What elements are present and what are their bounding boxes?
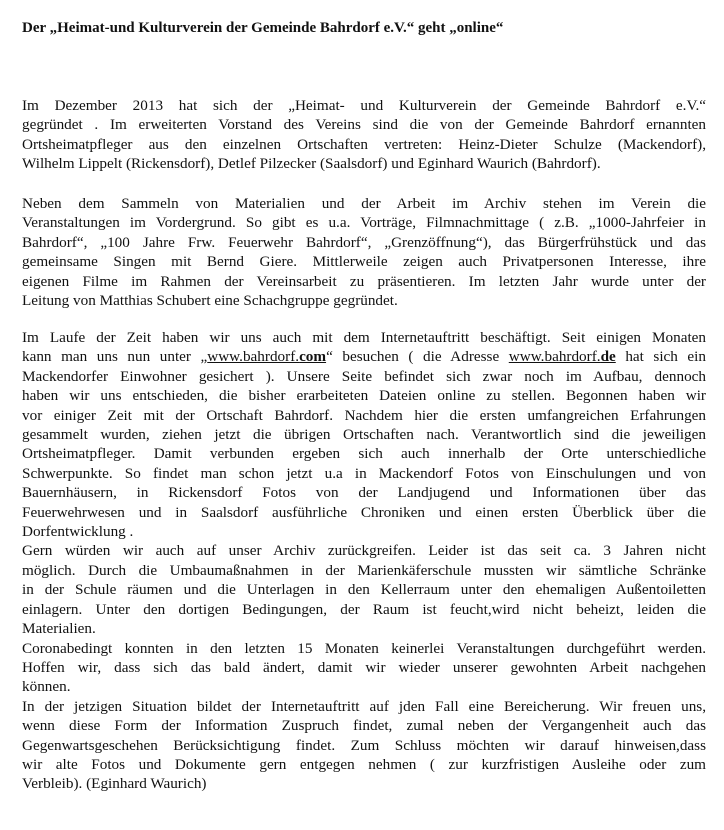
text-line: Ortsheimatpfleger. Damit verbunden ergeben sich auch innerhalb der Orte unterschiedliche <box>22 445 706 463</box>
text-line: gemeinsame Singen mit Bernd Giere. Mittlerweile zeigen auch Privatpersonen Interesse, ihre <box>22 253 706 271</box>
text-line: Mackendorfer Einwohner gesichert ). Unsere Seite befindet sich zwar noch im Aufbau, dennoch <box>22 367 706 385</box>
text-line: gesammelt wurden, ziehen jetzt die übrigen Ortschaften nach. Verantwortlich sind die jeweiligen <box>22 426 706 444</box>
link-text: www.bahrdorf. <box>508 348 601 366</box>
text-line: Coronabedingt konnten in den letzten 15 Monaten keinerlei Veranstaltungen durchgeführt werden. <box>22 639 706 657</box>
text-line: vor einiger Zeit mit der Ortschaft Bahrdorf. Nachdem hier die ersten umfangreichen Erfahrungen <box>22 406 706 424</box>
text-line: wenn diese Form der Information Zuspruch findet, zumal neben der Vergangenheit auch das <box>22 717 706 735</box>
text-line: Dorfentwicklung . <box>22 523 134 541</box>
text-line: Leitung von Matthias Schubert eine Schachgruppe gegründet. <box>22 292 398 310</box>
text-line: wir alte Fotos und Dokumente gern entgegen nehmen ( zur kurzfristigen Ausleihe oder zum <box>22 755 706 773</box>
paragraph-internet <box>22 328 706 794</box>
link-bahrdorf-com[interactable] <box>207 348 326 365</box>
text-line-with-links <box>22 347 706 366</box>
paragraph-events <box>22 194 706 310</box>
text-line: Neben dem Sammeln von Materialien und der Arbeit im Archiv stehen im Verein die <box>22 195 706 212</box>
link-text: www.bahrdorf. <box>207 348 300 366</box>
text-line: In der jetzigen Situation bildet der Internetauftritt auf jden Fall eine Bereicherung. Wir freuen uns, <box>22 697 706 715</box>
text-line: Bahrdorf“, „100 Jahre Frw. Feuerwehr Bahrdorf“, „Grenzöffnung“), das Bürgerfrühstück und das <box>22 233 706 251</box>
text-line: Ortsheimatpfleger aus den einzelnen Ortschaften vertreten: Heinz-Dieter Schulze (Mackendorf), <box>22 135 706 153</box>
text-line: Im Dezember 2013 hat sich der „Heimat- und Kulturverein der Gemeinde Bahrdorf e.V.“ <box>22 97 706 114</box>
text-line: Hoffen wir, dass sich das bald ändert, damit wir wieder unserer gewohnten Arbeit nachgehen <box>22 658 706 676</box>
link-text-bold: com <box>299 348 327 366</box>
text-line: haben wir uns entschieden, die bisher erarbeiteten Dateien online zu stellen. Begonnen haben wir <box>22 387 706 405</box>
text-line: können. <box>22 678 71 696</box>
text-line: Gegenwartsgeschehen Berücksichtigung findet. Zum Schluss möchten wir darauf hinweisen,dass <box>22 736 706 754</box>
text-line: Bauernhäusern, in Rickensdorf Fotos von der Landjugend und Informationen über das <box>22 484 706 502</box>
text-line: in der Schule räumen und die Unterlagen in den Kellerraum unter den ehemaligen Außentoiletten <box>22 581 706 599</box>
text-line: Im Laufe der Zeit haben wir uns auch mit dem Internetauftritt beschäftigt. Seit einigen Monaten <box>22 329 706 346</box>
text-line: eigenen Filme im Rahmen der Vereinsarbeit zu präsentieren. Im letzten Jahr wurde unter der <box>22 272 706 290</box>
text-line: möglich. Durch die Umbaumaßnahmen in der Marienkäferschule mussten wir sämtliche Schränke <box>22 561 706 579</box>
page-title: Der „Heimat-und Kulturverein der Gemeinde Bahrdorf e.V.“ geht „online“ <box>22 20 504 36</box>
text-line: Gern würden wir auch auf unser Archiv zurückgreifen. Leider ist das seit ca. 3 Jahren nicht <box>22 542 706 560</box>
closing-line <box>22 774 706 793</box>
author-signature: (Eginhard Waurich) <box>86 775 207 793</box>
text-line: Verbleib). <box>22 775 83 793</box>
text-line: Veranstaltungen im Vordergrund. So gibt es u.a. Vorträge, Filmnachmittage ( z.B. „1000-Jahrfeier in <box>22 214 706 232</box>
text-fragment: hat sich ein <box>615 348 706 366</box>
text-line: Wilhelm Lippelt (Rickensdorf), Detlef Pilzecker (Saalsdorf) und Eginhard Waurich (Bahrdorf). <box>22 155 601 173</box>
text-line: Schwerpunkte. So findet man schon jetzt u.a in Mackendorf Fotos von Einschulungen und von <box>22 464 706 482</box>
text-line: einlagern. Unter den dortigen Bedingungen, der Raum ist feucht,wird nicht beheizt, leiden die <box>22 600 706 618</box>
text-fragment: “ besuchen ( die Adresse <box>326 348 509 366</box>
text-line: gegründet . Im erweiterten Vorstand des Vereins sind die von der Gemeinde Bahrdorf ernannten <box>22 116 706 134</box>
link-bahrdorf-de[interactable] <box>509 348 616 365</box>
paragraph-founding <box>22 96 706 174</box>
text-line: Feuerwehrwesen und in Saalsdorf ausführliche Chroniken und einen ersten Überblick über die <box>22 503 706 521</box>
link-text-bold: de <box>600 348 616 366</box>
text-line: Materialien. <box>22 620 96 638</box>
text-fragment: kann man uns nun unter „ <box>22 348 208 366</box>
